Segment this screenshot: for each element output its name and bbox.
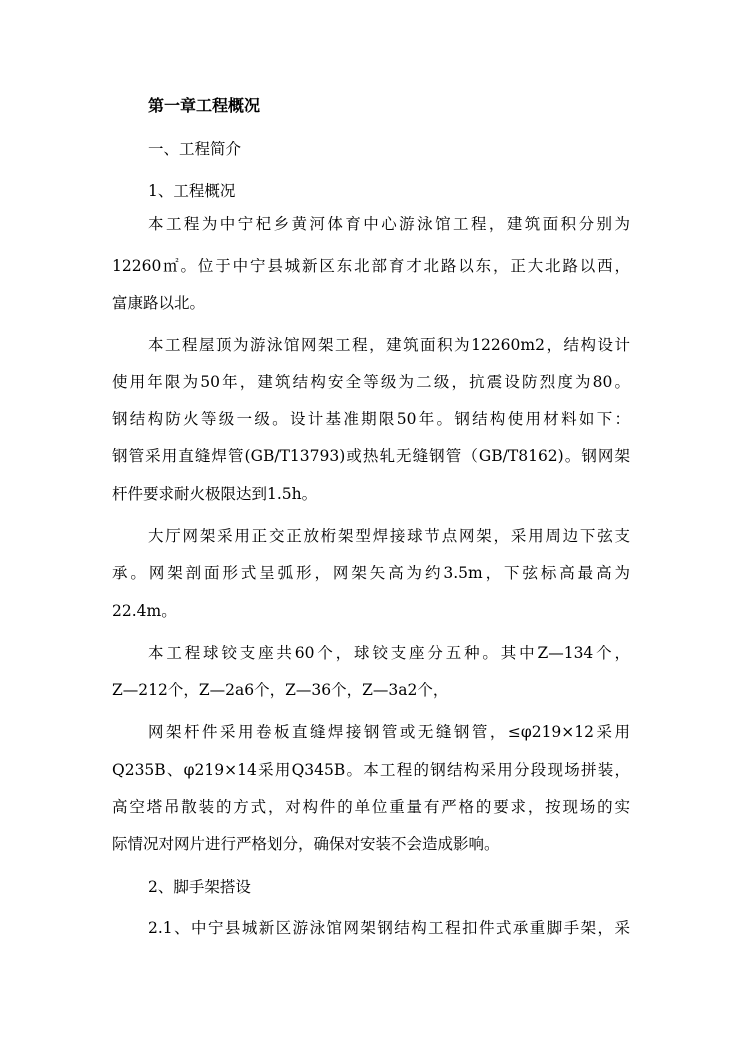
paragraph-line: Q235B、φ219×14采用Q345B。本工程的钢结构采用分段现场拼装， bbox=[112, 761, 630, 779]
paragraph-line: Z—212个，Z—2a6个，Z—36个，Z—3a2个， bbox=[112, 681, 449, 699]
paragraph-line: 杆件要求耐火极限达到1.5h。 bbox=[112, 485, 318, 503]
chapter-title: 第一章工程概况 bbox=[148, 96, 261, 115]
paragraph-line: 富康路以北。 bbox=[112, 294, 206, 312]
paragraph-line: 高空塔吊散装的方式，对构件的单位重量有严格的要求，按现场的实 bbox=[112, 798, 630, 816]
paragraph-line: 际情况对网片进行严格划分，确保对安装不会造成影响。 bbox=[112, 835, 500, 853]
subsection-heading: 2、脚手架搭设 bbox=[148, 878, 251, 896]
paragraph-line: 本工程球铰支座共60个，球铰支座分五种。其中Z—134个， bbox=[148, 644, 630, 662]
paragraph-line: 承。网架剖面形式呈弧形，网架矢高为约3.5m，下弦标高最高为 bbox=[112, 564, 630, 582]
paragraph-line: 使用年限为50年，建筑结构安全等级为二级，抗震设防烈度为80。 bbox=[112, 373, 630, 391]
paragraph-line: 22.4m。 bbox=[112, 602, 177, 620]
paragraph-line: 钢管采用直缝焊管(GB/T13793)或热轧无缝钢管（GB/T8162)。钢网架 bbox=[112, 447, 630, 465]
paragraph-line: 大厅网架采用正交正放桁架型焊接球节点网架，采用周边下弦支 bbox=[148, 527, 630, 545]
paragraph-line: 本工程屋顶为游泳馆网架工程，建筑面积为12260m2，结构设计 bbox=[148, 336, 630, 354]
paragraph-line: 2.1、中宁县城新区游泳馆网架钢结构工程扣件式承重脚手架，采 bbox=[148, 919, 630, 937]
paragraph-line: 12260㎡。位于中宁县城新区东北部育才北路以东，正大北路以西， bbox=[112, 257, 630, 275]
paragraph-line: 本工程为中宁杞乡黄河体育中心游泳馆工程，建筑面积分别为 bbox=[148, 215, 630, 233]
subsection-heading: 1、工程概况 bbox=[148, 182, 236, 200]
section-heading: 一、工程简介 bbox=[148, 140, 242, 158]
paragraph-line: 钢结构防火等级一级。设计基准期限50年。钢结构使用材料如下： bbox=[112, 410, 630, 428]
paragraph-line: 网架杆件采用卷板直缝焊接钢管或无缝钢管，≤φ219×12采用 bbox=[148, 723, 630, 741]
